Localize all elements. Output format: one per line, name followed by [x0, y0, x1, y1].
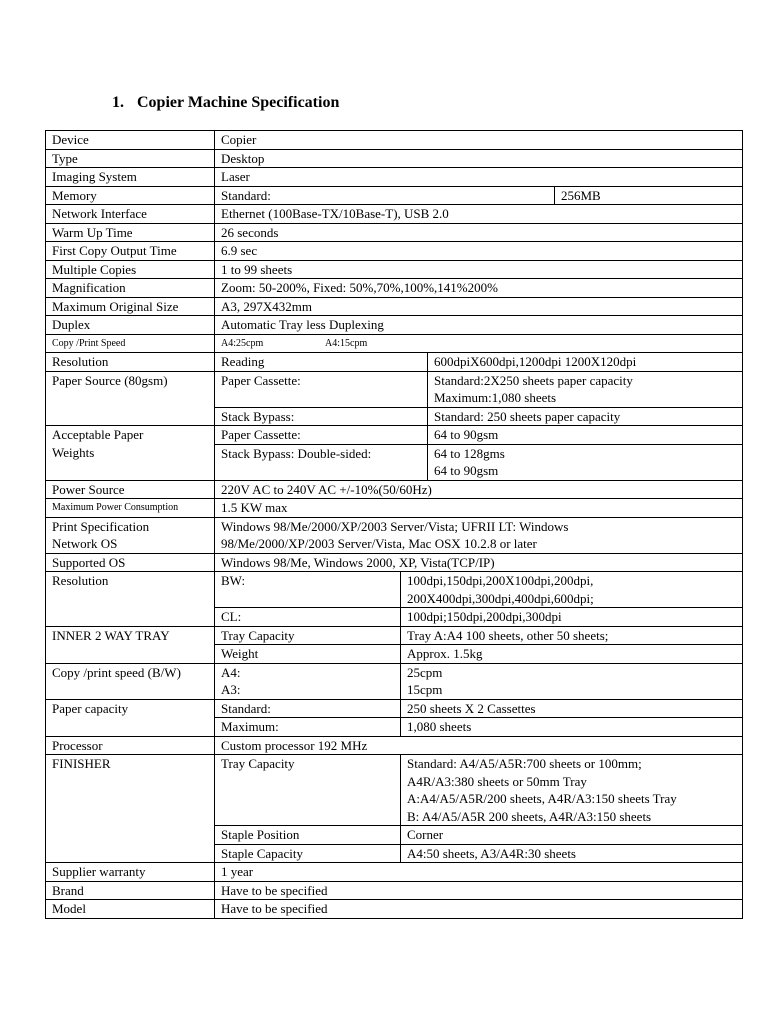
spec-value: 1 to 99 sheets [215, 260, 743, 279]
table-row-first-copy [46, 242, 743, 261]
spec-value: 220V AC to 240V AC +/-10%(50/60Hz) [215, 480, 743, 499]
table-row-max-power [46, 499, 743, 518]
spec-label: Magnification [46, 279, 215, 298]
spec-sublabel: Reading [215, 353, 428, 372]
spec-label: First Copy Output Time [46, 242, 215, 261]
table-row-multiple-copies [46, 260, 743, 279]
sublabel-line: A3: [221, 682, 241, 697]
value-line: Standard:2X250 sheets paper capacity [434, 372, 633, 388]
spec-sublabel: Weight [215, 645, 401, 664]
spec-sublabel: Standard: [215, 699, 401, 718]
spec-value: Automatic Tray less Duplexing [215, 316, 743, 335]
spec-value [215, 334, 743, 353]
spec-label: INNER 2 WAY TRAY [46, 626, 215, 663]
value-line: B: A4/A5/A5R 200 sheets, A4R/A3:150 sheets [407, 808, 652, 824]
table-row-paper-weights [46, 426, 743, 445]
section-heading [112, 94, 339, 112]
table-row-type [46, 149, 743, 168]
spec-sublabel [215, 663, 401, 699]
spec-value: Have to be specified [215, 900, 743, 919]
value-line: 15cpm [407, 682, 443, 697]
spec-value [401, 663, 743, 699]
spec-label: Processor [46, 736, 215, 755]
speed-a4-color: A4:25cpm [221, 337, 264, 349]
spec-label: Copy /print speed (B/W) [46, 663, 215, 699]
table-row-processor [46, 736, 743, 755]
spec-sublabel: Paper Cassette: [215, 371, 428, 407]
spec-label: Supplier warranty [46, 863, 215, 882]
table-row-device [46, 131, 743, 150]
spec-label: Type [46, 149, 215, 168]
label-line: Print Specification [52, 518, 150, 534]
spec-label [46, 517, 215, 553]
spec-value: Windows 98/Me, Windows 2000, XP, Vista(TCP/IP) [215, 553, 743, 572]
table-row-warranty [46, 863, 743, 882]
spec-label: Network Interface [46, 205, 215, 224]
table-row-copy-print-speed [46, 334, 743, 353]
table-row-print-spec [46, 517, 743, 553]
spec-value: Custom processor 192 MHz [215, 736, 743, 755]
spec-sublabel: CL: [215, 608, 401, 627]
label-line: Acceptable Paper [52, 427, 144, 442]
spec-label: Device [46, 131, 215, 150]
value-line: A4R/A3:380 sheets or 50mm Tray [407, 773, 587, 789]
table-row-power-source [46, 480, 743, 499]
spec-value: Ethernet (100Base-TX/10Base-T), USB 2.0 [215, 205, 743, 224]
spec-value: 26 seconds [215, 223, 743, 242]
table-row-warm-up-time [46, 223, 743, 242]
spec-value: 256MB [555, 186, 743, 205]
spec-label: Resolution [46, 353, 215, 372]
table-row-imaging-system [46, 168, 743, 187]
spec-label: Model [46, 900, 215, 919]
spec-value: Standard: 250 sheets paper capacity [428, 407, 743, 426]
spec-label: Paper capacity [46, 699, 215, 736]
spec-value: 1.5 KW max [215, 499, 743, 518]
spec-label: Multiple Copies [46, 260, 215, 279]
spec-label: Copy /Print Speed [46, 334, 215, 353]
spec-label: Resolution [46, 572, 215, 627]
table-row-copy-speed-bw [46, 663, 743, 699]
table-row-inner-tray [46, 626, 743, 645]
spec-label: Warm Up Time [46, 223, 215, 242]
table-row-paper-capacity [46, 699, 743, 718]
label-line: Weights [52, 444, 95, 460]
spec-label: Paper Source (80gsm) [46, 371, 215, 426]
table-row-brand [46, 881, 743, 900]
spec-value: A3, 297X432mm [215, 297, 743, 316]
value-line: 200X400dpi,300dpi,400dpi,600dpi; [407, 590, 594, 606]
spec-label: FINISHER [46, 755, 215, 863]
spec-value: 600dpiX600dpi,1200dpi 1200X120dpi [428, 353, 743, 372]
section-number: 1. [112, 94, 124, 111]
spec-value: Approx. 1.5kg [401, 645, 743, 664]
table-row-max-original-size [46, 297, 743, 316]
sublabel-line: A4: [221, 664, 241, 680]
spec-sublabel: Paper Cassette: [215, 426, 428, 445]
spec-sublabel: Staple Position [215, 826, 401, 845]
table-row-magnification [46, 279, 743, 298]
section-title: Copier Machine Specification [137, 94, 340, 111]
value-line: Standard: A4/A5/A5R:700 sheets or 100mm; [407, 756, 642, 771]
table-row-paper-source [46, 371, 743, 407]
spec-label: Imaging System [46, 168, 215, 187]
value-line: 100dpi,150dpi,200X100dpi,200dpi, [407, 573, 594, 588]
spec-label: Power Source [46, 480, 215, 499]
spec-label: Maximum Original Size [46, 297, 215, 316]
spec-label: Memory [46, 186, 215, 205]
spec-value: 6.9 sec [215, 242, 743, 261]
spec-value [428, 444, 743, 480]
spec-sublabel: Tray Capacity [215, 755, 401, 826]
spec-sublabel: Standard: [215, 186, 555, 205]
spec-sublabel: Maximum: [215, 718, 401, 737]
spec-value: A4:50 sheets, A3/A4R:30 sheets [401, 844, 743, 863]
value-line: 64 to 128gms [434, 445, 505, 461]
spec-value [401, 572, 743, 608]
spec-value: 100dpi;150dpi,200dpi,300dpi [401, 608, 743, 627]
spec-value: 1,080 sheets [401, 718, 743, 737]
spec-value: 250 sheets X 2 Cassettes [401, 699, 743, 718]
table-row-network-interface [46, 205, 743, 224]
spec-sublabel: Staple Capacity [215, 844, 401, 863]
table-row-finisher [46, 755, 743, 826]
spec-value: Zoom: 50-200%, Fixed: 50%,70%,100%,141%200% [215, 279, 743, 298]
table-row-supported-os [46, 553, 743, 572]
value-line: Maximum:1,080 sheets [434, 390, 557, 405]
table-row-model [46, 900, 743, 919]
table-row-duplex [46, 316, 743, 335]
spec-value: Corner [401, 826, 743, 845]
value-line: 25cpm [407, 664, 443, 680]
specification-table [45, 130, 743, 919]
value-line: Windows 98/Me/2000/XP/2003 Server/Vista; UFRII LT: Windows [221, 518, 569, 534]
spec-value [401, 755, 743, 826]
table-row-memory [46, 186, 743, 205]
spec-value: 1 year [215, 863, 743, 882]
table-row-resolution-print [46, 572, 743, 608]
label-line: Network OS [52, 536, 118, 551]
spec-value: 64 to 90gsm [428, 426, 743, 445]
spec-label: Maximum Power Consumption [46, 499, 215, 518]
spec-sublabel: BW: [215, 572, 401, 608]
spec-value [428, 371, 743, 407]
spec-value: Desktop [215, 149, 743, 168]
table-row-resolution [46, 353, 743, 372]
value-line: 98/Me/2000/XP/2003 Server/Vista, Mac OSX 10.2.8 or later [221, 536, 537, 551]
spec-label: Duplex [46, 316, 215, 335]
spec-value: Copier [215, 131, 743, 150]
spec-label [46, 426, 215, 481]
spec-label: Supported OS [46, 553, 215, 572]
spec-value: Tray A:A4 100 sheets, other 50 sheets; [401, 626, 743, 645]
speed-a4-mono: A4:15cpm [325, 337, 368, 349]
spec-value: Laser [215, 168, 743, 187]
spec-value: Have to be specified [215, 881, 743, 900]
spec-sublabel: Tray Capacity [215, 626, 401, 645]
value-line: A:A4/A5/A5R/200 sheets, A4R/A3:150 sheets Tray [407, 791, 677, 806]
spec-label: Brand [46, 881, 215, 900]
spec-sublabel: Stack Bypass: Double-sided: [215, 444, 428, 480]
spec-value [215, 517, 743, 553]
spec-sublabel: Stack Bypass: [215, 407, 428, 426]
value-line: 64 to 90gsm [434, 463, 499, 478]
